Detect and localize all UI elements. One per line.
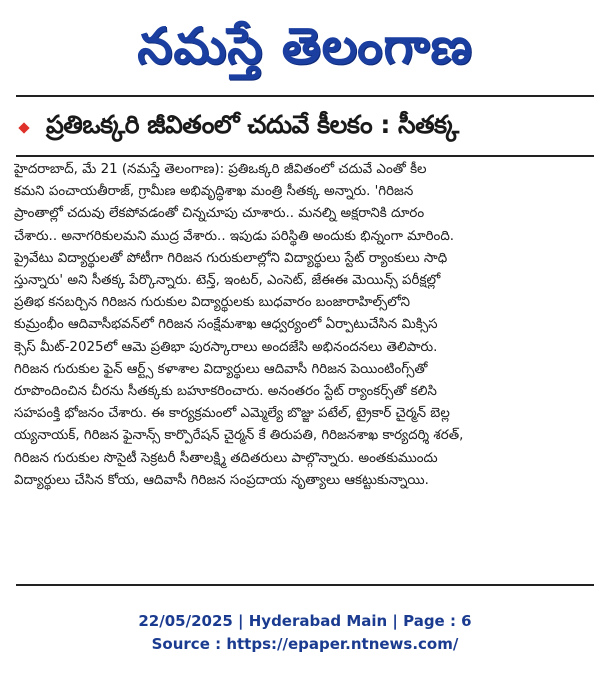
article-line: హైదరాబాద్, మే 21 (నమస్తే తెలంగాణ): ప్రతిఒక్కరి జీవితంలో చదువే ఎంతో కీల — [14, 162, 427, 177]
article-line: కమని పంచాయతీరాజ్, గ్రామీణ అభివృద్ధిశాఖ మంత్రి సీతక్క అన్నారు. 'గిరిజన — [14, 184, 414, 200]
article-line: విద్యార్థులు చేసిన కోయ, ఆదివాసీ గిరిజన సంప్రదాయ నృత్యాలు ఆకట్టుకున్నాయి. — [14, 472, 429, 488]
footer-divider — [16, 584, 594, 586]
source-link[interactable]: Source : https://epaper.ntnews.com/ — [151, 635, 459, 653]
article-line: క్సెస్ మీట్-2025లో ఆమె ప్రతిభా పురస్కారాలు అందజేసి అభినందనలు తెలిపారు. — [14, 339, 438, 355]
article-line: స్తున్నారు' అని సీతక్క పేర్కొన్నారు. టెన్త్, ఇంటర్, ఎంసెట్, జేఈఈ మెయిన్స్ పరీక్షల్లో — [14, 273, 441, 289]
masthead-title: నమస్తే తెలంగాణ — [137, 17, 473, 75]
article-line: ప్రతిభ కనబర్చిన గిరిజన గురుకుల విద్యార్థులకు బుధవారం బంజారాహిల్స్‌లోని — [14, 295, 411, 311]
newspaper-masthead — [0, 0, 610, 92]
article-line: గిరిజన గురుకుల సొసైటీ సెక్రటరీ సీతాలక్ష్మి తదితరులు పాల్గొన్నారు. అంతకుముందు — [14, 450, 438, 466]
headline-row — [12, 106, 600, 150]
article-line: య్యనాయక్, గిరిజన ఫైనాన్స్ కార్పొరేషన్ చైర్మన్ కే తిరుపతి, గిరిజనశాఖ కార్యదర్శి శరత్, — [14, 428, 464, 444]
article-line: ప్రైవేటు విద్యార్థులతో పోటీగా గిరిజన గురుకులాల్లోని విద్యార్థులు స్టేట్ ర్యాంకులు సాధి — [14, 250, 448, 266]
article-body — [14, 159, 594, 492]
article-line: ప్రాంతాల్లో చదువు లేకపోవడంతో చిన్నచూపు చూశారు.. మనల్ని అక్షరానికి దూరం — [14, 206, 425, 222]
edition-info: 22/05/2025 | Hyderabad Main | Page : 6 — [138, 612, 472, 630]
header-divider — [16, 95, 594, 97]
article-line: కుమ్రంభీం ఆదివాసీభవన్‌లో గిరిజన సంక్షేమశాఖ ఆధ్వర్యంలో ఏర్పాటుచేసిన మిక్సిస — [14, 317, 438, 333]
diamond-bullet-icon — [18, 122, 29, 133]
article-line: సహపంక్తి భోజనం చేశారు. ఈ కార్యక్రమంలో ఎమ్మెల్యే బొజ్జు పటేల్, ట్రైకార్ చైర్మన్ బెల్ల — [14, 406, 450, 422]
article-line: రూపొందించిన చీరను సీతక్కకు బహూకరించారు. అనంతరం స్టేట్ ర్యాంకర్స్‌తో కలిసి — [14, 384, 437, 400]
article-line: గిరిజన గురుకుల ఫైన్ ఆర్ట్స్ కళాశాల విద్యార్థులు ఆదివాసీ గిరిజన పెయింటింగ్స్‌తో — [14, 361, 428, 377]
headline-divider — [16, 155, 594, 157]
article-headline: ప్రతిఒక్కరి జీవితంలో చదువే కీలకం : సీతక్క — [46, 110, 459, 139]
article-line: చేశారు.. అనాగరికులమని ముద్ర వేశారు.. ఇపుడు పరిస్థితి అందుకు భిన్నంగా మారింది. — [14, 228, 455, 244]
